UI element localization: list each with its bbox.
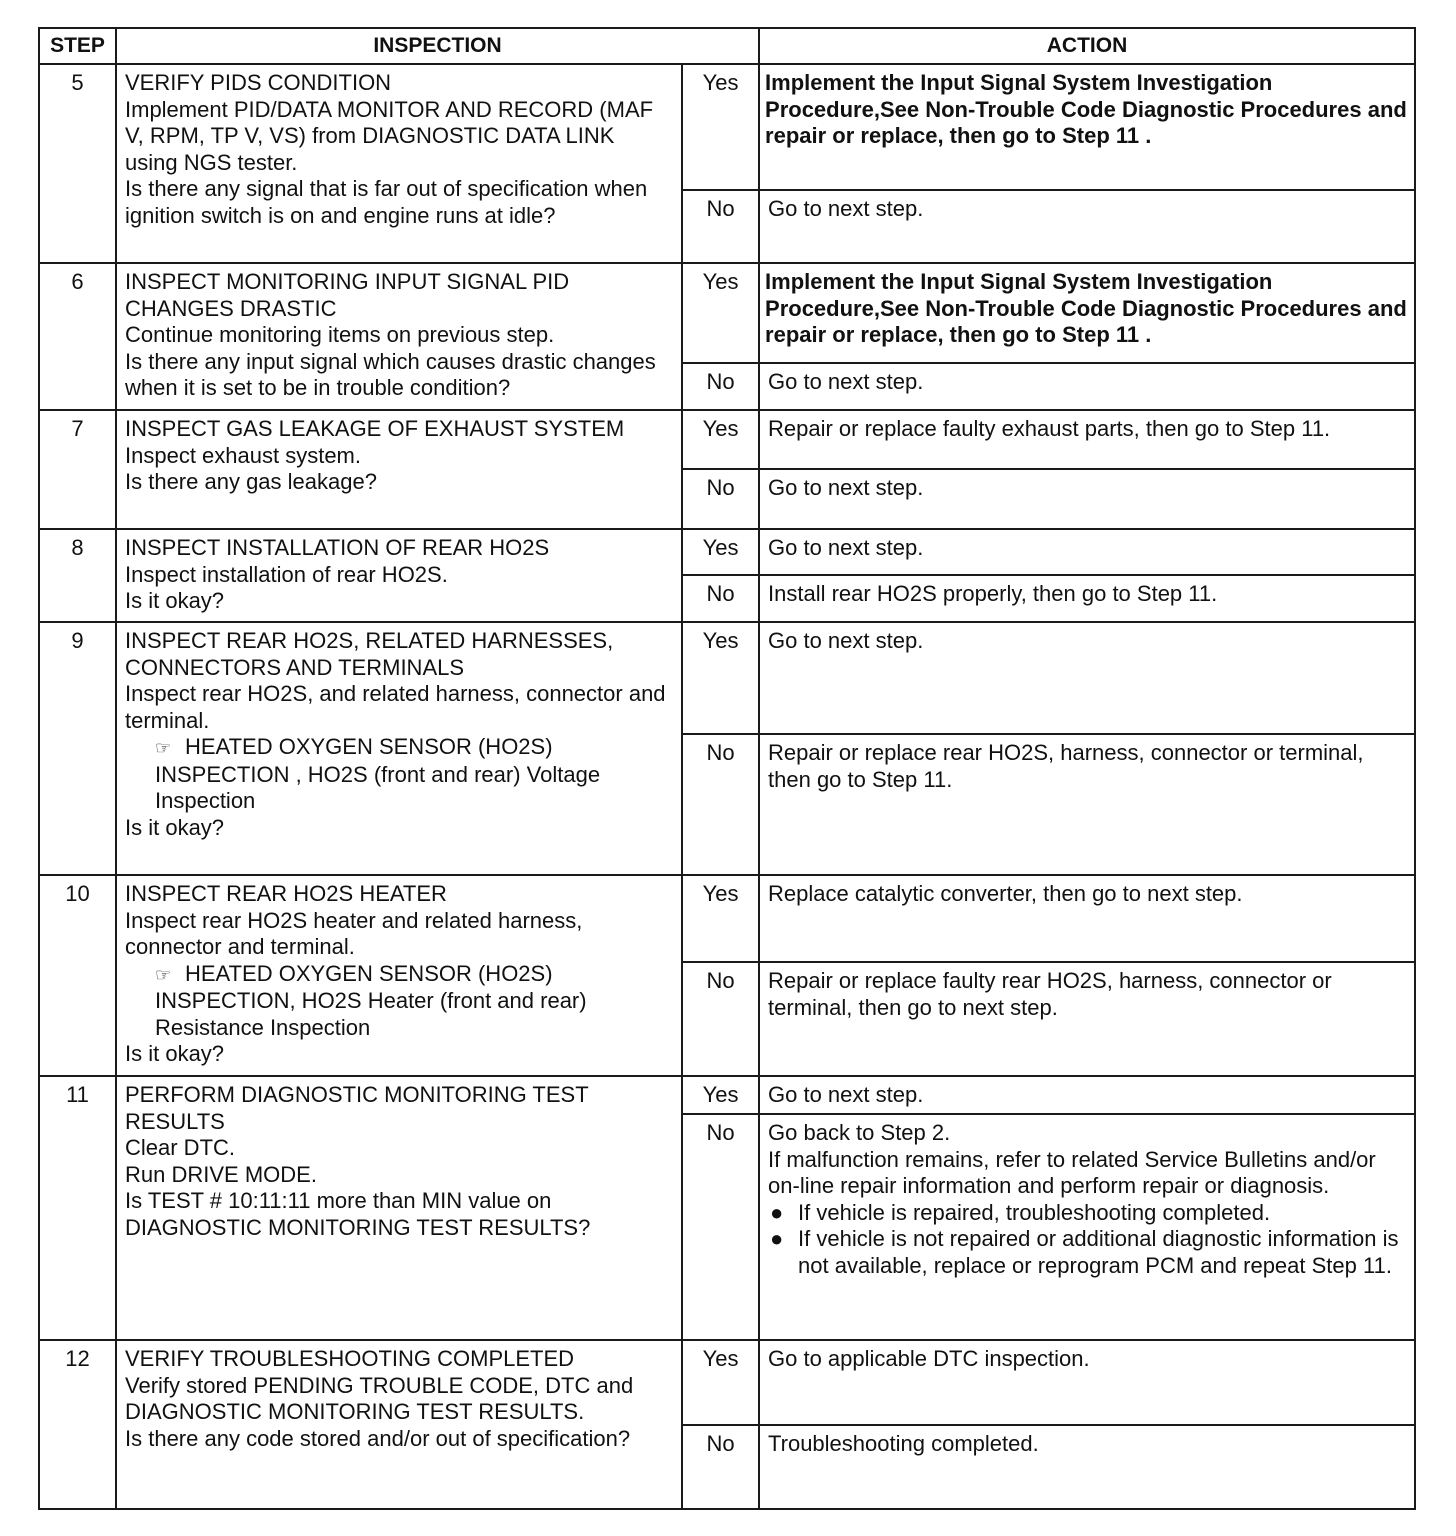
no-label: No bbox=[682, 363, 759, 410]
inspection-cell bbox=[116, 410, 682, 529]
no-action: Repair or replace faulty rear HO2S, harness, connector or terminal, then go to next step. bbox=[759, 962, 1415, 1076]
table-row-step-11-yes bbox=[39, 1076, 1415, 1114]
reference-text: HEATED OXYGEN SENSOR (HO2S) INSPECTION , HO2S (front and rear) Voltage Inspection bbox=[155, 734, 601, 813]
inspection-title: INSPECT REAR HO2S HEATER bbox=[125, 881, 447, 906]
bullet-icon: ● bbox=[770, 1226, 784, 1251]
step-number: 12 bbox=[39, 1340, 116, 1509]
inspection-cell bbox=[116, 529, 682, 622]
yes-action: Replace catalytic converter, then go to next step. bbox=[759, 875, 1415, 962]
yes-action: Repair or replace faulty exhaust parts, then go to Step 11. bbox=[759, 410, 1415, 469]
no-label: No bbox=[682, 962, 759, 1076]
inspection-question: Is there any code stored and/or out of specification? bbox=[125, 1425, 631, 1451]
inspection-title: INSPECT REAR HO2S, RELATED HARNESSES, CONNECTORS AND TERMINALS bbox=[125, 628, 614, 680]
inspection-cell bbox=[116, 622, 682, 875]
inspection-text: Inspect rear HO2S, and related harness, connector and terminal. bbox=[125, 681, 666, 733]
header-inspection: INSPECTION bbox=[116, 28, 759, 64]
yes-label: Yes bbox=[682, 64, 759, 190]
step-number: 10 bbox=[39, 875, 116, 1076]
bullet-icon: ● bbox=[770, 1199, 784, 1225]
inspection-title: INSPECT MONITORING INPUT SIGNAL PID CHANGES DRASTIC bbox=[125, 269, 570, 321]
inspection-title: VERIFY PIDS CONDITION bbox=[125, 70, 392, 95]
bullet-text: If vehicle is not repaired or additional diagnostic information is not available, replace or reprogram PCM and repeat Step 11. bbox=[798, 1226, 1399, 1278]
inspection-question: Is there any signal that is far out of specification when ignition switch is on and engine runs at idle? bbox=[125, 176, 648, 228]
inspection-text: Inspect rear HO2S heater and related harness, connector and terminal. bbox=[125, 907, 583, 959]
no-label: No bbox=[682, 469, 759, 529]
no-label: No bbox=[682, 1425, 759, 1509]
yes-action: Go to applicable DTC inspection. bbox=[759, 1340, 1415, 1425]
no-action: Go to next step. bbox=[759, 469, 1415, 529]
no-action: Repair or replace rear HO2S, harness, connector or terminal, then go to Step 11. bbox=[759, 734, 1415, 875]
header-step: STEP bbox=[39, 28, 116, 64]
no-label: No bbox=[682, 190, 759, 263]
no-action-line: Go back to Step 2. bbox=[768, 1120, 951, 1145]
table-row-step-12-yes bbox=[39, 1340, 1415, 1425]
yes-label: Yes bbox=[682, 1340, 759, 1425]
table-row-step-8-yes bbox=[39, 529, 1415, 575]
inspection-title: INSPECT GAS LEAKAGE OF EXHAUST SYSTEM bbox=[125, 416, 625, 441]
step-number: 5 bbox=[39, 64, 116, 263]
header-action: ACTION bbox=[759, 28, 1415, 64]
inspection-title: INSPECT INSTALLATION OF REAR HO2S bbox=[125, 535, 550, 560]
yes-action: Implement the Input Signal System Investigation Procedure,See Non-Trouble Code Diagnostic Procedures and repair or replace, then go to Step 11 . bbox=[759, 263, 1415, 363]
inspection-question: Is there any input signal which causes drastic changes when it is set to be in trouble condition? bbox=[125, 348, 656, 400]
table-row-step-7-yes bbox=[39, 410, 1415, 469]
inspection-cell bbox=[116, 875, 682, 1076]
step-number: 6 bbox=[39, 263, 116, 410]
inspection-text: Inspect exhaust system. bbox=[125, 442, 361, 468]
inspection-text: Continue monitoring items on previous step. bbox=[125, 322, 555, 347]
inspection-title: VERIFY TROUBLESHOOTING COMPLETED bbox=[125, 1346, 575, 1371]
no-action: Go to next step. bbox=[759, 190, 1415, 263]
no-label: No bbox=[682, 575, 759, 622]
no-action-line: If malfunction remains, refer to related Service Bulletins and/or on-line repair information and perform repair or diagnosis. bbox=[768, 1146, 1376, 1198]
inspection-cell bbox=[116, 1076, 682, 1340]
pointing-hand-icon: ☞ bbox=[155, 738, 172, 758]
yes-label: Yes bbox=[682, 1076, 759, 1114]
no-label: No bbox=[682, 1114, 759, 1340]
yes-label: Yes bbox=[682, 875, 759, 962]
yes-action: Go to next step. bbox=[759, 529, 1415, 575]
table-row-step-10-yes bbox=[39, 875, 1415, 962]
inspection-cell bbox=[116, 263, 682, 410]
inspection-question: Is it okay? bbox=[125, 588, 225, 613]
reference-text: HEATED OXYGEN SENSOR (HO2S) INSPECTION, HO2S Heater (front and rear) Resistance Inspection bbox=[155, 960, 587, 1040]
inspection-text: Inspect installation of rear HO2S. bbox=[125, 561, 448, 587]
table-header-row bbox=[39, 28, 1415, 64]
inspection-cell bbox=[116, 64, 682, 263]
table-row-step-6-yes bbox=[39, 263, 1415, 363]
inspection-text: Clear DTC. bbox=[125, 1135, 236, 1160]
step-number: 9 bbox=[39, 622, 116, 875]
inspection-text: Verify stored PENDING TROUBLE CODE, DTC and DIAGNOSTIC MONITORING TEST RESULTS. bbox=[125, 1372, 634, 1424]
yes-label: Yes bbox=[682, 263, 759, 363]
pointing-hand-icon: ☞ bbox=[155, 964, 172, 985]
step-number: 8 bbox=[39, 529, 116, 622]
yes-label: Yes bbox=[682, 410, 759, 469]
reference-line bbox=[125, 734, 673, 815]
no-action bbox=[759, 1114, 1415, 1340]
inspection-text: Implement PID/DATA MONITOR AND RECORD (MAF V, RPM, TP V, VS) from DIAGNOSTIC DATA LINK using NGS tester. bbox=[125, 96, 654, 175]
yes-action: Go to next step. bbox=[759, 622, 1415, 734]
inspection-text: Run DRIVE MODE. bbox=[125, 1161, 317, 1187]
inspection-question: Is TEST # 10:11:11 more than MIN value on DIAGNOSTIC MONITORING TEST RESULTS? bbox=[125, 1188, 591, 1240]
table-row-step-9-yes bbox=[39, 622, 1415, 734]
bullet-text: If vehicle is repaired, troubleshooting completed. bbox=[798, 1199, 1271, 1225]
yes-action: Go to next step. bbox=[759, 1076, 1415, 1114]
yes-label: Yes bbox=[682, 529, 759, 575]
yes-action: Implement the Input Signal System Investigation Procedure,See Non-Trouble Code Diagnostic Procedures and repair or replace, then go to Step 11 . bbox=[759, 64, 1415, 190]
inspection-question: Is it okay? bbox=[125, 814, 225, 840]
no-action: Go to next step. bbox=[759, 363, 1415, 410]
inspection-title: PERFORM DIAGNOSTIC MONITORING TEST RESULTS bbox=[125, 1082, 589, 1134]
reference-line bbox=[125, 961, 673, 1042]
diagnostic-procedure-table bbox=[38, 27, 1416, 1510]
no-action: Install rear HO2S properly, then go to Step 11. bbox=[759, 575, 1415, 622]
step-number: 7 bbox=[39, 410, 116, 529]
no-action: Troubleshooting completed. bbox=[759, 1425, 1415, 1509]
inspection-question: Is it okay? bbox=[125, 1041, 225, 1066]
table-row-step-5-yes bbox=[39, 64, 1415, 190]
bullet-item bbox=[768, 1226, 1406, 1279]
step-number: 11 bbox=[39, 1076, 116, 1340]
inspection-question: Is there any gas leakage? bbox=[125, 469, 377, 494]
no-label: No bbox=[682, 734, 759, 875]
inspection-cell bbox=[116, 1340, 682, 1509]
bullet-item bbox=[768, 1200, 1406, 1227]
yes-label: Yes bbox=[682, 622, 759, 734]
